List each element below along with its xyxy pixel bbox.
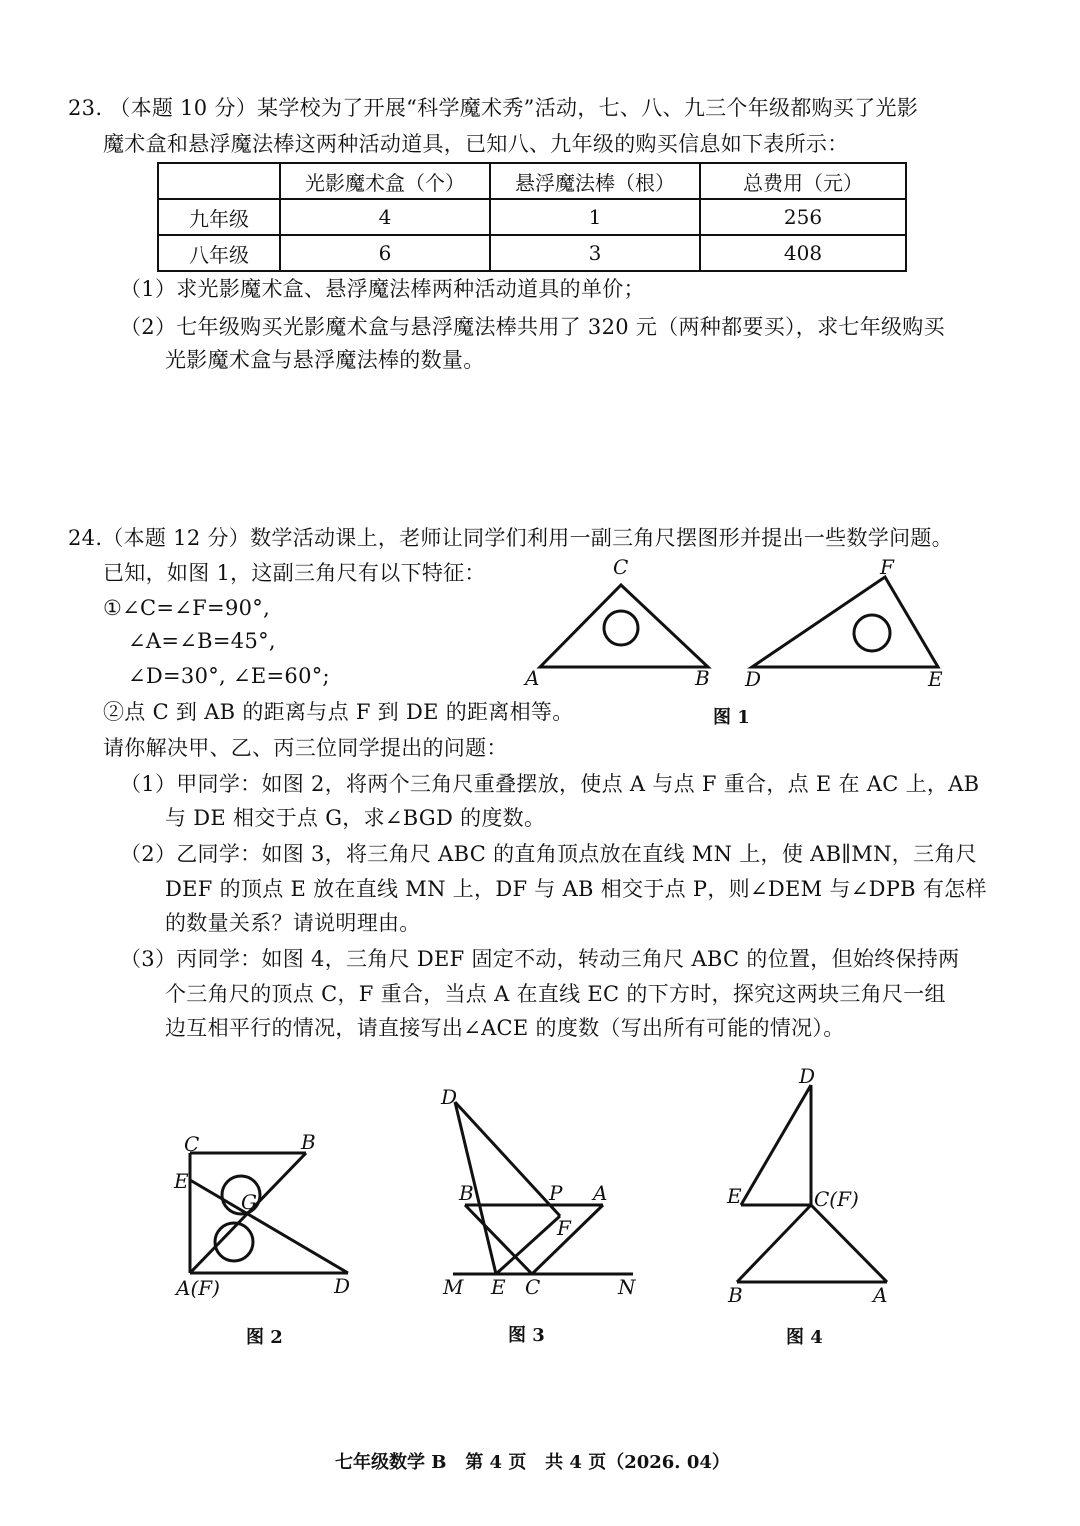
q24-feature2: ∠A=∠B=45°, <box>128 629 276 653</box>
q24-part3-line2: 个三角尺的顶点 C，F 重合，当点 A 在直线 EC 的下方时，探究这两块三角尺一组 <box>165 982 946 1006</box>
table-cell: 1 <box>490 199 700 235</box>
q24-feature1: ①∠C=∠F=90°, <box>103 596 271 620</box>
q23-line2: 魔术盒和悬浮魔法棒这两种活动道具，已知八、九年级的购买信息如下表所示： <box>103 132 849 156</box>
table-header-cell: 光影魔术盒（个） <box>280 163 490 199</box>
figure-2-caption: 图 2 <box>246 1327 283 1348</box>
q24-part2-line1: （2）乙同学：如图 3，将三角尺 ABC 的直角顶点放在直线 MN 上，使 AB∥MN，三角尺 <box>120 842 977 866</box>
q24-line2: 已知，如图 1，这副三角尺有以下特征： <box>103 561 486 585</box>
triangle-def <box>752 577 938 667</box>
label-c: C <box>184 1132 200 1156</box>
label-e: E <box>491 1275 506 1299</box>
q24-feature4: ②点 C 到 AB 的距离与点 F 到 DE 的距离相等。 <box>103 700 574 724</box>
triangle-hole <box>604 611 638 645</box>
label-e: E <box>174 1169 189 1193</box>
triangle-hole <box>854 615 890 651</box>
label-f: F <box>880 555 894 579</box>
table-cell: 4 <box>280 199 490 235</box>
figure-1-caption: 图 1 <box>713 707 750 728</box>
q23-line1: 23. （本题 10 分）某学校为了开展“科学魔术秀”活动，七、八、九三个年级都购买了光影 <box>68 96 919 120</box>
label-d: D <box>799 1064 816 1088</box>
label-p: P <box>549 1181 563 1205</box>
label-c: C <box>613 555 629 579</box>
q24-part1-line1: （1）甲同学：如图 2，将两个三角尺重叠摆放，使点 A 与点 F 重合，点 E 在 AC 上，AB <box>120 772 980 796</box>
label-g: G <box>241 1190 257 1214</box>
figure-3-caption: 图 3 <box>508 1325 545 1346</box>
label-d: D <box>745 667 762 691</box>
table-cell: 256 <box>700 199 906 235</box>
triangle-abc <box>540 585 708 667</box>
label-d: D <box>334 1274 351 1298</box>
label-b: B <box>695 666 710 690</box>
table-row <box>158 199 906 235</box>
label-m: M <box>443 1275 464 1299</box>
label-a: A <box>525 666 540 690</box>
purchase-table <box>157 162 907 272</box>
figure-2 <box>168 1125 368 1305</box>
q24-feature3: ∠D=30°, ∠E=60°; <box>128 664 330 688</box>
table-row <box>158 235 906 271</box>
label-c: C <box>525 1275 541 1299</box>
q24-part1-line2: 与 DE 相交于点 G，求∠BGD 的度数。 <box>165 806 546 830</box>
label-a: A <box>593 1181 608 1205</box>
table-header-cell <box>158 163 280 199</box>
table-header-cell: 悬浮魔法棒（根） <box>490 163 700 199</box>
label-n: N <box>618 1275 636 1299</box>
q24-ask: 请你解决甲、乙、丙三位同学提出的问题： <box>103 736 508 760</box>
q24-part2-line2: DEF 的顶点 E 放在直线 MN 上，DF 与 AB 相交于点 P，则∠DEM 与∠DPB 有怎样 <box>165 877 987 901</box>
q23-part1: （1）求光影魔术盒、悬浮魔法棒两种活动道具的单价； <box>120 277 645 301</box>
label-b: B <box>459 1181 474 1205</box>
figure-4 <box>715 1060 915 1310</box>
label-b: B <box>728 1283 743 1307</box>
label-a: A <box>873 1283 888 1307</box>
label-a-f: A(F) <box>176 1276 220 1300</box>
page-footer: 七年级数学 B 第 4 页 共 4 页（2026. 04） <box>335 1452 730 1473</box>
q24-part2-line3: 的数量关系？请说明理由。 <box>165 911 421 935</box>
table-cell: 408 <box>700 235 906 271</box>
table-header-cell: 总费用（元） <box>700 163 906 199</box>
q23-part2-line2: 光影魔术盒与悬浮魔法棒的数量。 <box>165 348 485 372</box>
table-cell: 九年级 <box>158 199 280 235</box>
q24-part3-line1: （3）丙同学：如图 4，三角尺 DEF 固定不动，转动三角尺 ABC 的位置，但始终保持两 <box>120 947 960 971</box>
table-header-row <box>158 163 906 199</box>
q24-part3-line3: 边互相平行的情况，请直接写出∠ACE 的度数（写出所有可能的情况）。 <box>165 1016 845 1040</box>
figure-4-caption: 图 4 <box>786 1327 823 1348</box>
label-b: B <box>301 1130 316 1154</box>
label-c-f: C(F) <box>814 1187 859 1211</box>
label-f: F <box>557 1216 571 1240</box>
table-cell: 6 <box>280 235 490 271</box>
label-d: D <box>441 1085 458 1109</box>
figure-3 <box>435 1080 645 1305</box>
q23-part2-line1: （2）七年级购买光影魔术盒与悬浮魔法棒共用了 320 元（两种都要买），求七年级购买 <box>120 315 945 339</box>
table-cell: 八年级 <box>158 235 280 271</box>
label-e: E <box>727 1184 742 1208</box>
label-e: E <box>928 667 943 691</box>
table-cell: 3 <box>490 235 700 271</box>
q24-line1: 24.（本题 12 分）数学活动课上，老师让同学们利用一副三角尺摆图形并提出一些数学问题。 <box>68 526 953 550</box>
